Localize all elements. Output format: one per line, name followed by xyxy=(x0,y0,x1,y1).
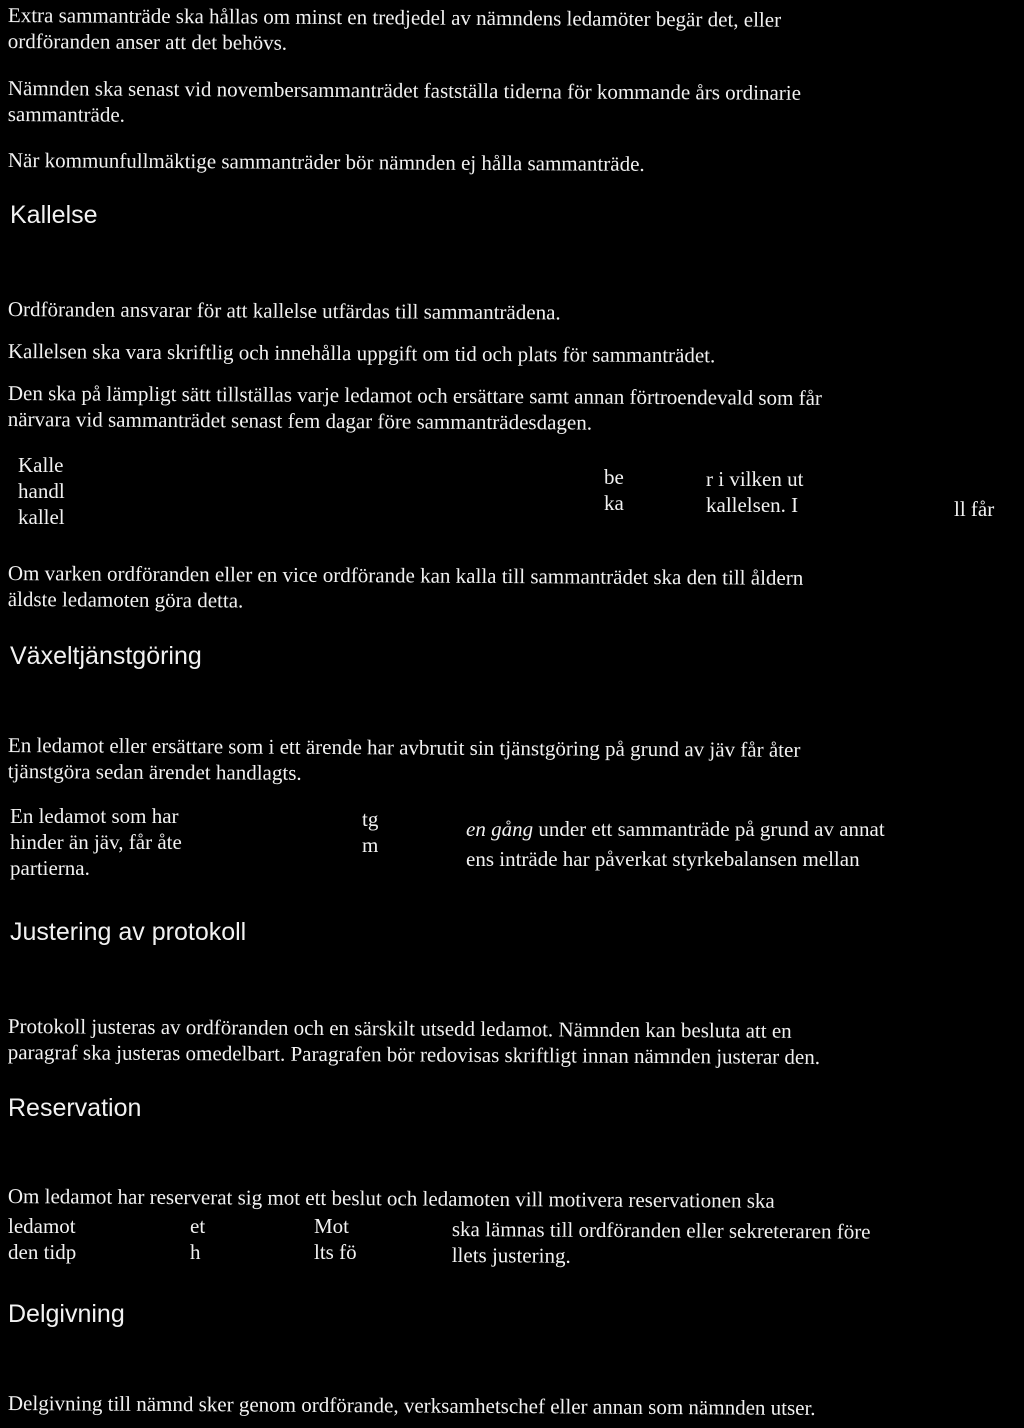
text-line: sammanträde. xyxy=(7,101,126,127)
text-line: Den ska på lämpligt sätt tillställas varje ledamot och ersättare samt annan förtroendevald som får xyxy=(7,380,823,410)
fragment-column xyxy=(190,1213,205,1265)
paragraph-kallelse-ansvar xyxy=(8,296,561,325)
fragment-column xyxy=(18,452,65,530)
text-fragment: tg xyxy=(362,807,379,831)
text-fragment: r i vilken ut xyxy=(706,467,804,491)
heading-kallelse: Kallelse xyxy=(10,201,98,229)
text-fragment: be xyxy=(604,465,624,489)
fragment-column xyxy=(362,806,378,858)
paragraph-vaxel-jav xyxy=(8,732,801,789)
fragment-column xyxy=(452,1216,871,1271)
text-fragment: ka xyxy=(604,491,624,515)
fragment-column xyxy=(10,803,182,881)
heading-reservation: Reservation xyxy=(8,1094,142,1122)
text-line: Delgivning till nämnd sker genom ordförande, verksamhetschef eller annan som nämnden utser. xyxy=(7,1391,816,1420)
text-fragment: den tidp xyxy=(8,1240,77,1264)
text-line: Kallelsen ska vara skriftlig och innehålla uppgift om tid och plats för sammanträdet. xyxy=(7,338,716,368)
text-fragment: En ledamot som har xyxy=(10,804,179,828)
text-fragment: ledamot xyxy=(8,1214,76,1238)
paragraph-kallelse-skriftlig xyxy=(8,338,716,368)
text-line: När kommunfullmäktige sammanträder bör nämnden ej hålla sammanträde. xyxy=(7,147,645,176)
text-fragment: hinder än jäv, får åte xyxy=(10,830,182,854)
text-fragment: h xyxy=(190,1240,201,1264)
text-fragment: under ett sammanträde på grund av annat xyxy=(533,817,885,841)
text-fragment: kallel xyxy=(18,505,65,529)
text-fragment: kallelsen. I xyxy=(706,493,799,517)
text-line: En ledamot eller ersättare som i ett ärende har avbrutit sin tjänstgöring på grund av jäv får åter xyxy=(7,733,801,762)
heading-delgivning: Delgivning xyxy=(8,1300,125,1328)
text-fragment: ll får xyxy=(954,497,995,521)
paragraph-delgivning xyxy=(8,1390,816,1421)
text-line: paragraf ska justeras omedelbart. Paragrafen bör redovisas skriftligt innan nämnden justerar den. xyxy=(7,1039,821,1069)
paragraph-kallelse-varken xyxy=(8,560,804,617)
text-line: äldste ledamoten göra detta. xyxy=(7,586,244,613)
heading-justering: Justering av protokoll xyxy=(10,918,247,946)
emphasis-en-gang: en gång xyxy=(466,817,534,841)
text-fragment: ska lämnas till ordföranden eller sekreteraren före xyxy=(451,1217,871,1244)
text-line: Extra sammanträde ska hållas om minst en tredjedel av nämndens ledamöter begär det, eller xyxy=(7,2,782,32)
text-line: Nämnden ska senast vid novembersammanträdet fastställa tiderna för kommande års ordinarie xyxy=(7,75,802,105)
paragraph-nov-sammantrade xyxy=(8,75,801,132)
text-fragment-line xyxy=(466,816,885,842)
fragment-column xyxy=(314,1213,357,1265)
paragraph-extra-sammantrade xyxy=(8,2,782,59)
fragment-column xyxy=(8,1213,76,1265)
heading-vaxeltjanstgoring: Växeltjänstgöring xyxy=(10,642,202,670)
text-line: ordföranden anser att det behövs. xyxy=(7,28,288,55)
text-line: Protokoll justeras av ordföranden och en särskilt utsedd ledamot. Nämnden kan besluta att en xyxy=(7,1014,792,1043)
text-fragment: et xyxy=(190,1214,206,1238)
text-fragment: partierna. xyxy=(10,856,90,880)
text-line: Om varken ordföranden eller en vice ordförande kan kalla till sammanträdet ska den till åldern xyxy=(7,561,804,590)
paragraph-kommunfullmaktige xyxy=(8,147,645,177)
paragraph-justering xyxy=(8,1013,821,1070)
text-fragment: handl xyxy=(18,479,65,503)
text-fragment: m xyxy=(362,833,379,857)
fragment-column xyxy=(604,464,624,516)
fragment-column xyxy=(706,466,803,518)
text-fragment: llets justering. xyxy=(451,1242,571,1268)
text-line: närvara vid sammanträdet senast fem dagar före sammanträdesdagen. xyxy=(7,406,593,435)
text-fragment: Kalle xyxy=(18,453,64,477)
text-line: Om ledamot har reserverat sig mot ett beslut och ledamoten vill motivera reservationen ska xyxy=(7,1184,775,1213)
text-fragment: lts fö xyxy=(314,1240,357,1264)
text-line: Ordföranden ansvarar för att kallelse utfärdas till sammanträdena. xyxy=(7,296,561,325)
paragraph-reservation xyxy=(8,1183,775,1214)
paragraph-kallelse-tillstallas xyxy=(8,380,822,437)
text-line: tjänstgöra sedan ärendet handlagts. xyxy=(7,758,302,785)
text-fragment: ens inträde har påverkat styrkebalansen mellan xyxy=(466,847,860,871)
text-fragment: Mot xyxy=(314,1214,350,1238)
